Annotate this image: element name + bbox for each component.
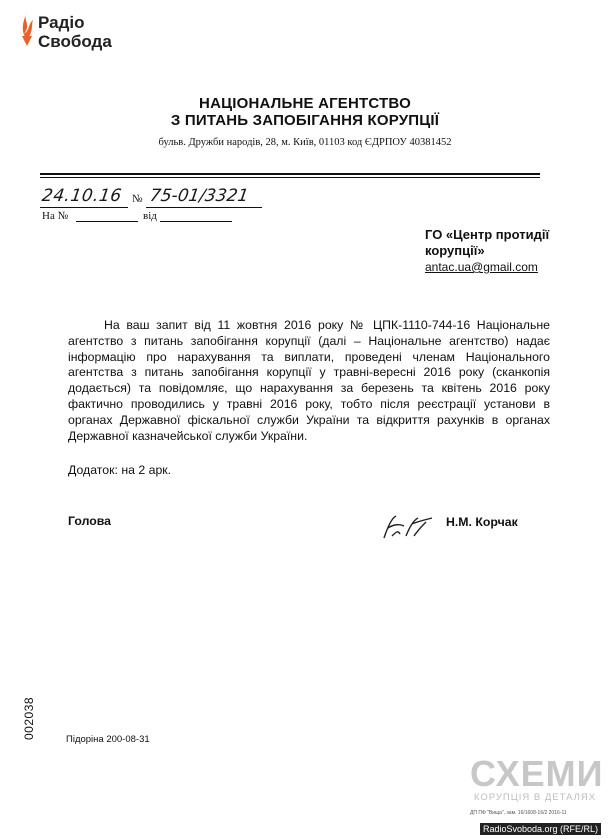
print-house-note: ДП ПФ "Вища", зам. 16/1608-16/2 2016-11 (470, 810, 567, 816)
registration-stamp-number (18, 684, 48, 744)
letter-body: На ваш запит від 11 жовтня 2016 року № ЦПК-1110-744-16 Національне агентство з питань запобігання корупції (далі – Національне агентство) надає інформацію про нарахування та виплати, проведені членам Національного агентства з питань запобігання корупції у травні-вересні 2016 року (сканкопія додається) та повідомляє, що нарахування за березень та квітень 2016 року фактично проводились у травні 2016 року, тобто після реєстрації установи в органах Державної фіскальної служби України та відкриття рахунків в органах Державної казначейської служби України. (68, 318, 550, 443)
organization-address: бульв. Дружби народів, 28, м. Київ, 01103 код ЄДРПОУ 40381452 (158, 137, 452, 148)
org-title-line-1: НАЦІОНАЛЬНЕ АГЕНТСТВО (199, 95, 411, 112)
organization-title (0, 95, 610, 129)
logo-line-2: Свобода (38, 32, 112, 51)
radio-svoboda-logo (18, 6, 128, 56)
logo-text (38, 13, 112, 51)
reply-reference-row (42, 210, 68, 222)
header-rule-thick (40, 173, 540, 175)
addressee-line-1: ГО «Центр протидії (425, 227, 550, 242)
reply-date-underline (160, 221, 232, 222)
handwritten-signature-icon (380, 512, 436, 542)
schemy-brand (470, 753, 604, 803)
schemy-subtitle: КОРУПЦІЯ В ДЕТАЛЯХ (473, 792, 597, 803)
handwritten-number: 75-01/3321 (148, 186, 250, 206)
attachment-note: Додаток: на 2 арк. (68, 463, 172, 477)
stamp-number-text: 002038 (22, 696, 36, 740)
flame-logo-icon (18, 10, 36, 50)
handwritten-date: 24.10.16 (40, 186, 124, 206)
addressee-email[interactable]: antac.ua@gmail.com (425, 260, 538, 274)
signatory-position: Голова (68, 514, 111, 528)
schemy-title: СХЕМИ (470, 753, 604, 794)
source-watermark: RadioSvoboda.org (RFE/RL) (480, 823, 601, 835)
signatory-name: Н.М. Корчак (446, 515, 518, 529)
logo-line-1: Радіо (38, 13, 85, 32)
addressee-block (425, 227, 575, 259)
header-rule-thin (40, 177, 540, 178)
date-underline (40, 207, 128, 208)
executor-contact: Підоріна 200-08-31 (66, 734, 150, 745)
reply-number-label: На № (42, 210, 69, 222)
number-sign: № (132, 193, 143, 205)
number-underline (146, 207, 262, 208)
reply-date-label: від (143, 210, 157, 222)
org-title-line-2: З ПИТАНЬ ЗАПОБІГАННЯ КОРУПЦІЇ (170, 112, 440, 129)
addressee-line-2: корупції» (425, 243, 485, 258)
reply-number-underline (76, 221, 138, 222)
